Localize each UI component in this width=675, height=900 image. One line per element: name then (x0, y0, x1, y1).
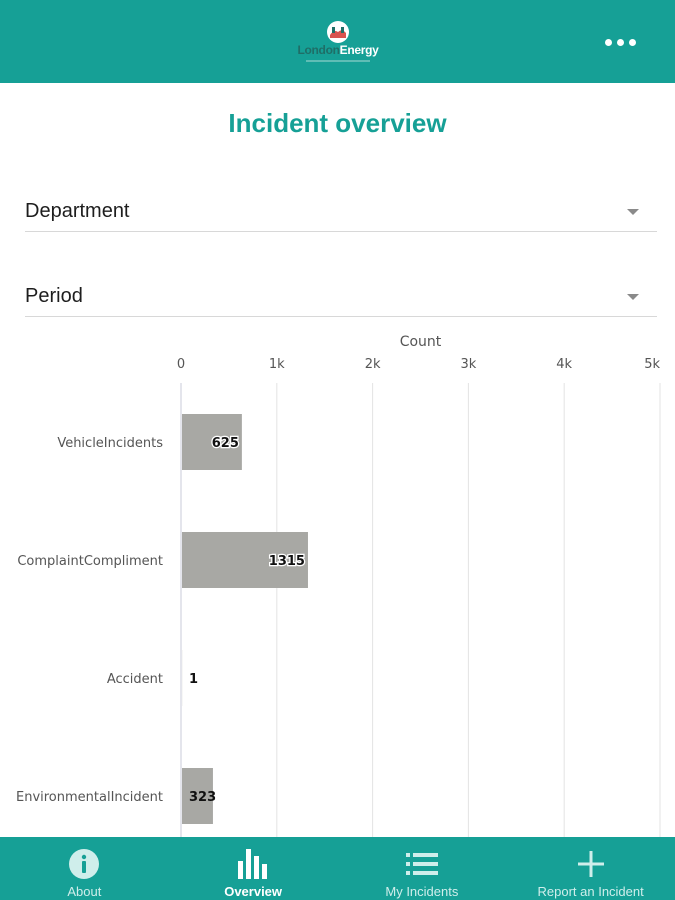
department-select[interactable] (25, 192, 657, 232)
tab-label: Report an Incident (537, 884, 644, 899)
bar-chart-icon (236, 847, 270, 881)
data-label: 1315 (268, 554, 305, 569)
data-label: 625 (211, 436, 239, 451)
category-label: VehicleIncidents (57, 436, 163, 451)
logo-wordmark (286, 43, 390, 57)
tab-about[interactable] (0, 837, 169, 900)
logo-word-london: London (297, 43, 340, 57)
logo-flame-icon (326, 20, 350, 44)
tab-report-incident[interactable] (506, 837, 675, 900)
tab-my-incidents[interactable] (338, 837, 507, 900)
category-label: Accident (106, 672, 163, 687)
bottom-tab-bar (0, 837, 675, 900)
category-label: EnvironmentalIncident (15, 790, 163, 805)
x-tick-label: 5k (644, 357, 660, 372)
london-energy-logo (286, 20, 390, 68)
more-options-button[interactable] (598, 30, 642, 54)
data-label: 1 (189, 672, 199, 687)
more-dot-icon (617, 39, 624, 46)
plus-icon (574, 847, 608, 881)
incident-count-chart (0, 328, 675, 838)
tab-label: Overview (224, 884, 283, 899)
app-header (0, 0, 675, 83)
chevron-down-icon (627, 294, 639, 300)
more-dot-icon (605, 39, 612, 46)
list-icon (405, 847, 439, 881)
more-dot-icon (629, 39, 636, 46)
x-tick-label: 1k (268, 357, 285, 372)
tab-label: About (67, 884, 102, 899)
page-title: Incident overview (228, 108, 447, 138)
tab-label: My Incidents (385, 884, 459, 899)
logo-strapline-graphic (306, 60, 370, 62)
x-tick-label: 3k (460, 357, 477, 372)
category-label: ComplaintCompliment (17, 554, 163, 569)
x-tick-label: 0 (176, 357, 186, 372)
info-icon (67, 847, 101, 881)
x-tick-label: 4k (556, 357, 573, 372)
period-select[interactable] (25, 277, 657, 317)
x-tick-label: 2k (364, 357, 381, 372)
logo-word-energy: Energy (339, 43, 379, 57)
period-select-label: Period (25, 285, 83, 307)
x-axis-title: Count (399, 334, 442, 350)
data-label: 323 (189, 790, 217, 805)
chevron-down-icon (627, 209, 639, 215)
department-select-label: Department (25, 200, 130, 222)
tab-overview[interactable] (169, 837, 338, 900)
bar-chart-svg (0, 328, 675, 838)
